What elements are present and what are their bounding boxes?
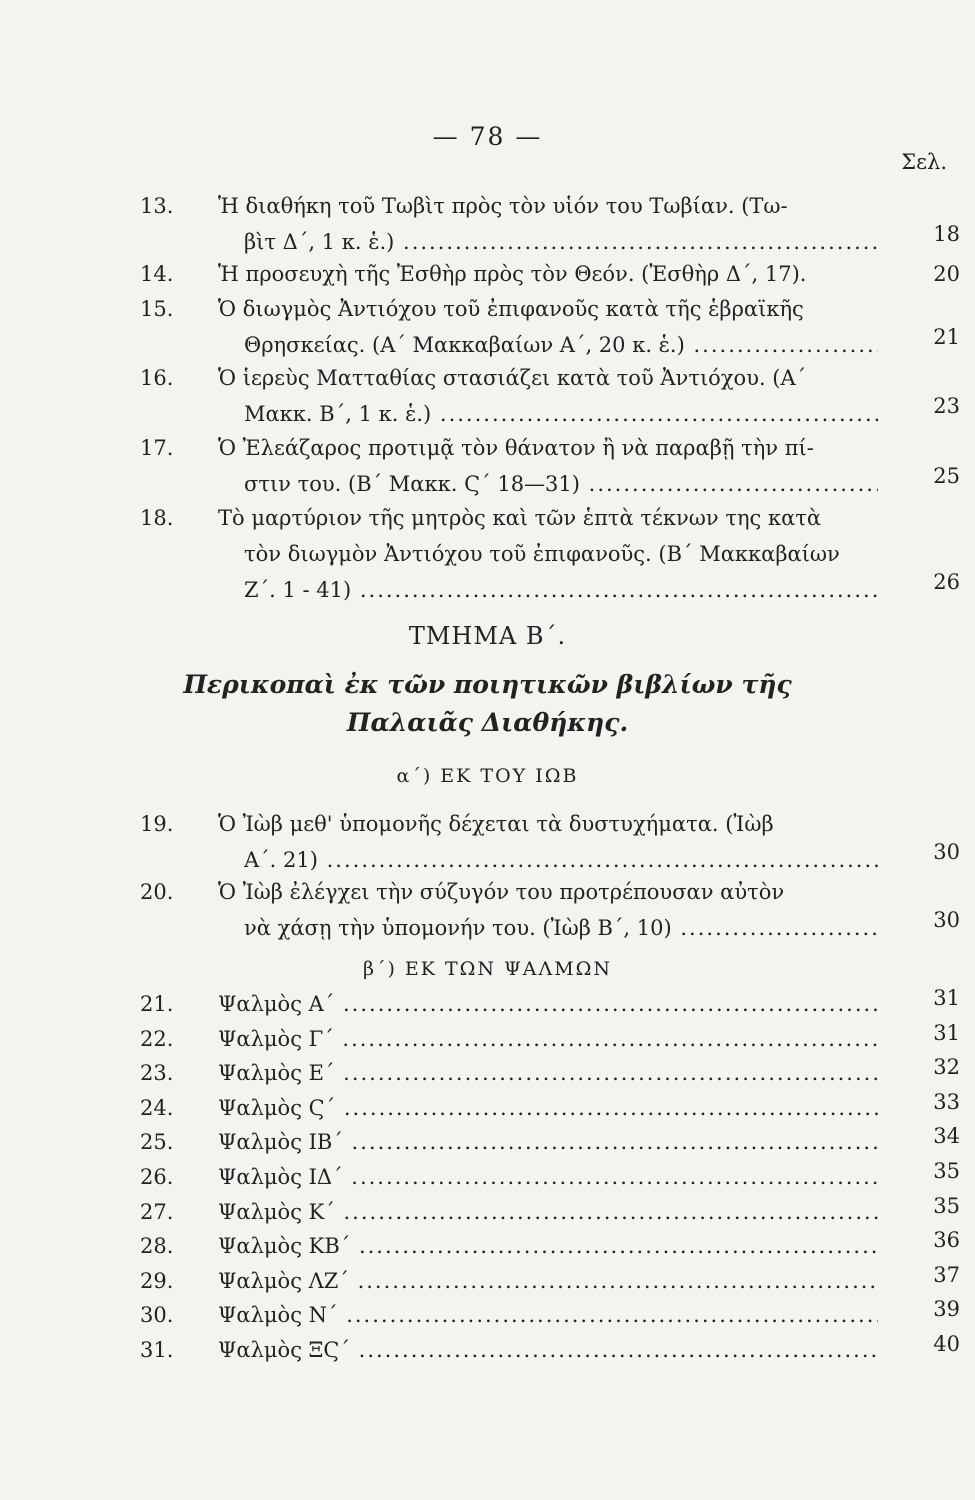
entry-page-number: 21	[933, 325, 960, 349]
entry-text-line: νὰ χάσῃ τὴν ὑπομονήν του. (Ἰὼβ Β΄, 10) .....	[244, 916, 878, 940]
entry-number: 22.	[140, 1026, 174, 1051]
entry-text-line: βὶτ Δ΄, 1 κ. ἑ.) .....	[244, 230, 878, 254]
entry-number: 31.	[140, 1338, 174, 1362]
entry-page-number: 18	[933, 222, 960, 246]
entry-text-line: Ζ΄. 1 - 41) .....	[244, 578, 878, 602]
entry-text-line: Ὁ ἱερεὺς Ματταθίας στασιάζει κατὰ τοῦ Ἀντιόχου. (Α΄	[218, 366, 807, 390]
entry-page-number: 35	[933, 1159, 960, 1183]
entry-number: 15.	[140, 297, 174, 321]
entry-number: 18.	[140, 506, 174, 530]
entry-text-line: Ὁ Ἰὼβ ἐλέγχει τὴν σύζυγόν του προτρέπουσαν αὐτὸν	[218, 880, 785, 904]
entry-text-line: Ὁ Ἐλεάζαρος προτιμᾷ τὸν θάνατον ἢ νὰ παραβῇ τὴν πί-	[218, 436, 814, 460]
entry-page-number: 26	[933, 570, 960, 594]
entry-text-line: Μακκ. Β΄, 1 κ. ἑ.) .....	[244, 402, 878, 426]
entry-page-number: 20	[933, 262, 960, 286]
entry-number: 17.	[140, 436, 174, 460]
entry-page-number: 32	[933, 1055, 960, 1080]
entry-text-line: Ψαλμὸς Α΄ .....	[218, 992, 878, 1016]
entry-page-number: 37	[933, 1262, 960, 1287]
entry-number: 16.	[140, 366, 174, 390]
entry-text-line: Α΄. 21) .....	[244, 848, 878, 872]
entry-number: 27.	[140, 1199, 174, 1224]
entry-number: 23.	[140, 1061, 174, 1086]
entry-number: 21.	[140, 992, 174, 1016]
entry-text-line: Ψαλμὸς ΚΒ΄ .....	[218, 1234, 878, 1258]
entry-number: 14.	[140, 262, 174, 286]
entry-text-line: Ὁ Ἰὼβ μεθ' ὑπομονῆς δέχεται τὰ δυστυχήματα. (Ἰὼβ	[218, 812, 774, 836]
entry-number: 29.	[140, 1268, 174, 1293]
page-number: — 78 —	[432, 122, 543, 151]
entry-number: 13.	[140, 194, 174, 218]
entry-number: 25.	[140, 1130, 174, 1155]
entry-page-number: 23	[933, 394, 960, 418]
entry-text-line: Ψαλμὸς ΛΖ΄ .....	[218, 1269, 878, 1293]
entry-number: 30.	[140, 1303, 174, 1328]
entry-page-number: 40	[933, 1332, 960, 1356]
entry-text-line: Τὸ μαρτύριον τῆς μητρὸς καὶ τῶν ἑπτὰ τέκνων της κατὰ	[218, 506, 822, 530]
entry-text-line: Ψαλμὸς ΞϚ΄ .....	[218, 1338, 878, 1362]
entry-page-number: 31	[933, 1020, 960, 1045]
page-column-header: Σελ.	[901, 150, 947, 174]
section-heading-line-2: Παλαιᾶς Διαθήκης.	[346, 708, 629, 737]
entry-text-line: Ψαλμὸς Ϛ΄ .....	[218, 1096, 878, 1120]
entry-text-line: Ἡ προσευχὴ τῆς Ἐσθὴρ πρὸς τὸν Θεόν. (Ἐσθὴρ Δ΄, 17).	[218, 262, 807, 286]
section-heading-line-1: Περικοπαὶ ἐκ τῶν ποιητικῶν βιβλίων τῆς	[183, 670, 792, 699]
entry-page-number: 34	[933, 1124, 960, 1149]
entry-number: 24.	[140, 1095, 174, 1120]
entry-number: 26.	[140, 1165, 174, 1189]
subsection-job: α΄) ΕΚ ΤΟΥ ΙΩΒ	[396, 765, 579, 787]
subsection-psalms: β΄) ΕΚ ΤΩΝ ΨΑΛΜΩΝ	[362, 958, 613, 980]
entry-text-line: Ψαλμὸς ΙΒ΄ .....	[218, 1130, 878, 1154]
entry-text-line: Θρησκείας. (Α΄ Μακκαβαίων Α΄, 20 κ. ἑ.) .....	[244, 333, 878, 357]
entry-text-line: τὸν διωγμὸν Ἀντιόχου τοῦ ἐπιφανοῦς. (Β΄ Μακκαβαίων	[244, 542, 840, 566]
entry-page-number: 30	[933, 908, 960, 932]
entry-page-number: 30	[933, 840, 960, 864]
entry-text-line: Ὁ διωγμὸς Ἀντιόχου τοῦ ἐπιφανοῦς κατὰ τῆς ἑβραϊκῆς	[218, 297, 804, 321]
entry-text-line: Ψαλμὸς ΙΔ΄ .....	[218, 1165, 878, 1189]
entry-number: 28.	[140, 1234, 174, 1259]
section-title: ΤΜΗΜΑ Β΄.	[408, 622, 567, 650]
entry-number: 19.	[140, 812, 174, 836]
entry-text-line: στιν του. (Β΄ Μακκ. Ϛ΄ 18—31) .....	[244, 472, 878, 496]
entry-text-line: Ψαλμὸς Ε΄ .....	[218, 1061, 878, 1085]
entry-page-number: 35	[933, 1193, 960, 1218]
entry-page-number: 25	[933, 464, 960, 488]
entry-text-line: Ψαλμὸς Κ΄ .....	[218, 1200, 878, 1224]
entry-text-line: Ψαλμὸς Γ΄ .....	[218, 1027, 878, 1051]
entry-text-line: Ψαλμὸς Ν΄ .....	[218, 1303, 878, 1327]
entry-page-number: 31	[933, 986, 960, 1010]
entry-page-number: 39	[933, 1297, 960, 1322]
entry-page-number: 36	[933, 1228, 960, 1253]
entry-page-number: 33	[933, 1089, 960, 1114]
entry-text-line: Ἡ διαθήκη τοῦ Τωβὶτ πρὸς τὸν υἱόν του Τωβίαν. (Τω-	[218, 194, 788, 218]
entry-number: 20.	[140, 880, 174, 904]
